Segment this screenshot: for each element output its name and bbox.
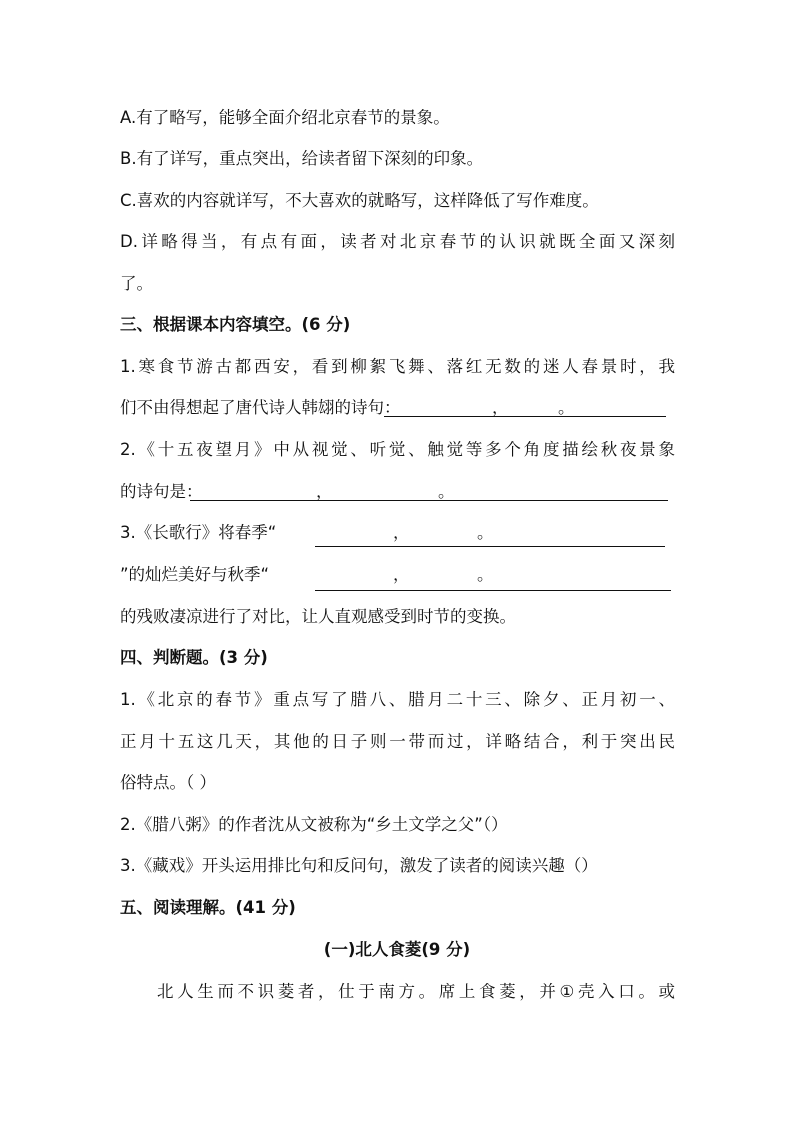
section-5-heading: 五、阅读理解。(41 分) <box>120 898 296 917</box>
fill-q3-line-1: 3.《长歌行》将春季“ <box>120 523 277 542</box>
fill-q1-blank-line[interactable] <box>384 416 666 417</box>
option-c: C.喜欢的内容就详写，不大喜欢的就略写，这样降低了写作难度。 <box>120 191 599 210</box>
section-4-heading: 四、判断题。(3 分) <box>120 648 268 667</box>
fill-q3-blank-line-autumn[interactable] <box>315 590 671 591</box>
judge-q3: 3.《藏戏》开头运用排比句和反问句，激发了读者的阅读兴趣（） <box>120 856 598 875</box>
fill-q3-line-3: 的残败凄凉进行了对比，让人直观感受到时节的变换。 <box>120 607 516 626</box>
option-b: B.有了详写，重点突出，给读者留下深刻的印象。 <box>120 149 484 168</box>
reading-subheading: (一)北人食菱(9 分) <box>323 940 471 959</box>
judge-q1-line-1: 1.《北京的春节》重点写了腊八、腊月二十三、除夕、正月初一、 <box>120 690 675 709</box>
judge-q2: 2.《腊八粥》的作者沈从文被称为“乡土文学之父”（） <box>120 815 508 834</box>
fill-q2-line-1: 2.《十五夜望月》中从视觉、听觉、触觉等多个角度描绘秋夜景象 <box>120 440 675 459</box>
fill-q2-comma: ， <box>316 482 333 501</box>
fill-q2-blank-line[interactable] <box>190 500 668 501</box>
fill-q1-line-1: 1.寒食节游古都西安，看到柳絮飞舞、落红无数的迷人春景时，我 <box>120 357 675 376</box>
fill-q3-period-1: 。 <box>477 523 494 542</box>
fill-q2-period: 。 <box>438 482 455 501</box>
fill-q3-comma-2: ， <box>393 565 410 584</box>
fill-q3-period-2: 。 <box>477 565 494 584</box>
option-d-line-2: 了。 <box>120 274 153 293</box>
fill-q3-blank-line-spring[interactable] <box>315 546 665 547</box>
fill-q1-line-2: 们不由得想起了唐代诗人韩翃的诗句： <box>120 398 401 417</box>
reading-paragraph-line-1: 北人生而不识菱者，仕于南方。席上食菱，并①壳入口。或 <box>157 982 675 1001</box>
judge-q1-line-2: 正月十五这几天，其他的日子则一带而过，详略结合，利于突出民 <box>120 732 675 751</box>
fill-q3-comma-1: ， <box>393 523 410 542</box>
fill-q1-comma: ， <box>492 398 509 417</box>
option-d-line-1: D.详略得当，有点有面，读者对北京春节的认识就既全面又深刻 <box>120 232 675 251</box>
option-a: A.有了略写，能够全面介绍北京春节的景象。 <box>120 108 450 127</box>
fill-q3-line-2: ”的灿烂美好与秋季“ <box>120 565 270 584</box>
section-3-heading: 三、根据课本内容填空。(6 分) <box>120 315 351 334</box>
fill-q2-line-2: 的诗句是： <box>120 482 203 501</box>
judge-q1-line-3: 俗特点。（ ） <box>120 773 216 792</box>
fill-q1-period: 。 <box>558 398 575 417</box>
